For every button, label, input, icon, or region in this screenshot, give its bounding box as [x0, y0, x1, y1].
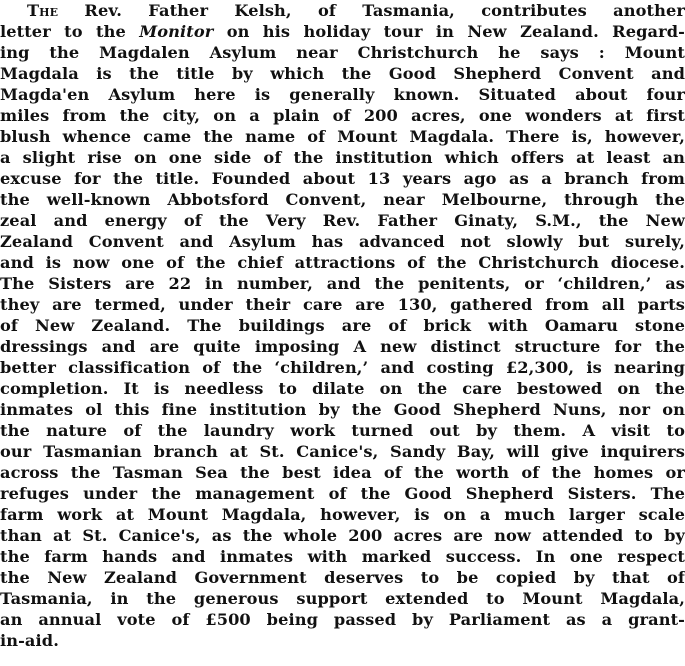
- article-line-22: our Tasmanian branch at St. Canice's, Sandy Bay, will give inquirers: [0, 442, 685, 461]
- article-line-30: an annual vote of £500 being passed by Parliament as a grant-: [0, 610, 685, 629]
- article-line-4: Magdala is the title by which the Good Shepherd Convent and: [0, 64, 685, 83]
- article-line-16: of New Zealand. The buildings are of brick with Oamaru stone: [0, 316, 685, 335]
- article-line-9: excuse for the title. Founded about 13 years ago as a branch from: [0, 169, 685, 188]
- line-text: Rev. Father Kelsh, of Tasmania, contributes another: [58, 1, 685, 20]
- article-line-7: blush whence came the name of Mount Magdala. There is, however,: [0, 127, 685, 146]
- article-line-28: the New Zealand Government deserves to be copied by that of: [0, 568, 685, 587]
- article-line-2: [0, 21, 685, 43]
- line-text: letter to the: [0, 22, 140, 41]
- article-line-14: The Sisters are 22 in number, and the penitents, or ‘children,’ as: [0, 274, 685, 293]
- italic-publication-title: Monitor: [139, 22, 214, 41]
- article-line-17: dressings and are quite imposing A new distinct structure for the: [0, 337, 685, 356]
- small-caps-opening: The: [27, 1, 59, 20]
- article-line-12: Zealand Convent and Asylum has advanced not slowly but surely,: [0, 232, 685, 251]
- line-text: on his holiday tour in New Zealand. Regard-: [213, 22, 685, 41]
- article-line-10: the well-known Abbotsford Convent, near Melbourne, through the: [0, 190, 685, 209]
- article-line-21: the nature of the laundry work turned out by them. A visit to: [0, 421, 685, 440]
- article-line-6: miles from the city, on a plain of 200 acres, one wonders at first: [0, 106, 685, 125]
- article-line-25: farm work at Mount Magdala, however, is on a much larger scale: [0, 505, 685, 524]
- article-line-5: Magda'en Asylum here is generally known. Situated about four: [0, 85, 685, 104]
- article-line-20: inmates ol this fine institution by the Good Shepherd Nuns, nor on: [0, 400, 685, 419]
- article-line-27: the farm hands and inmates with marked success. In one respect: [0, 547, 685, 566]
- article-line-26: than at St. Canice's, as the whole 200 acres are now attended to by: [0, 526, 685, 545]
- article-line-13: and is now one of the chief attractions of the Christchurch diocese.: [0, 253, 685, 272]
- article-line-19: completion. It is needless to dilate on the care bestowed on the: [0, 379, 685, 398]
- article-line-18: better classification of the ‘children,’ and costing £2,300, is nearing: [0, 358, 685, 377]
- article-line-3: ing the Magdalen Asylum near Christchurch he says : Mount: [0, 43, 685, 62]
- article-line-31: in-aid.: [0, 631, 59, 650]
- article-line-29: Tasmania, in the generous support extended to Mount Magdala,: [0, 589, 685, 608]
- article-line-23: across the Tasman Sea the best idea of the worth of the homes or: [0, 463, 685, 482]
- article-line-15: they are termed, under their care are 130, gathered from all parts: [0, 295, 685, 314]
- article-line-11: zeal and energy of the Very Rev. Father Ginaty, S.M., the New: [0, 211, 685, 230]
- article-line-24: refuges under the management of the Good Shepherd Sisters. The: [0, 484, 685, 503]
- article-line-8: a slight rise on one side of the institution which offers at least an: [0, 148, 685, 167]
- article-line-1: [0, 0, 685, 22]
